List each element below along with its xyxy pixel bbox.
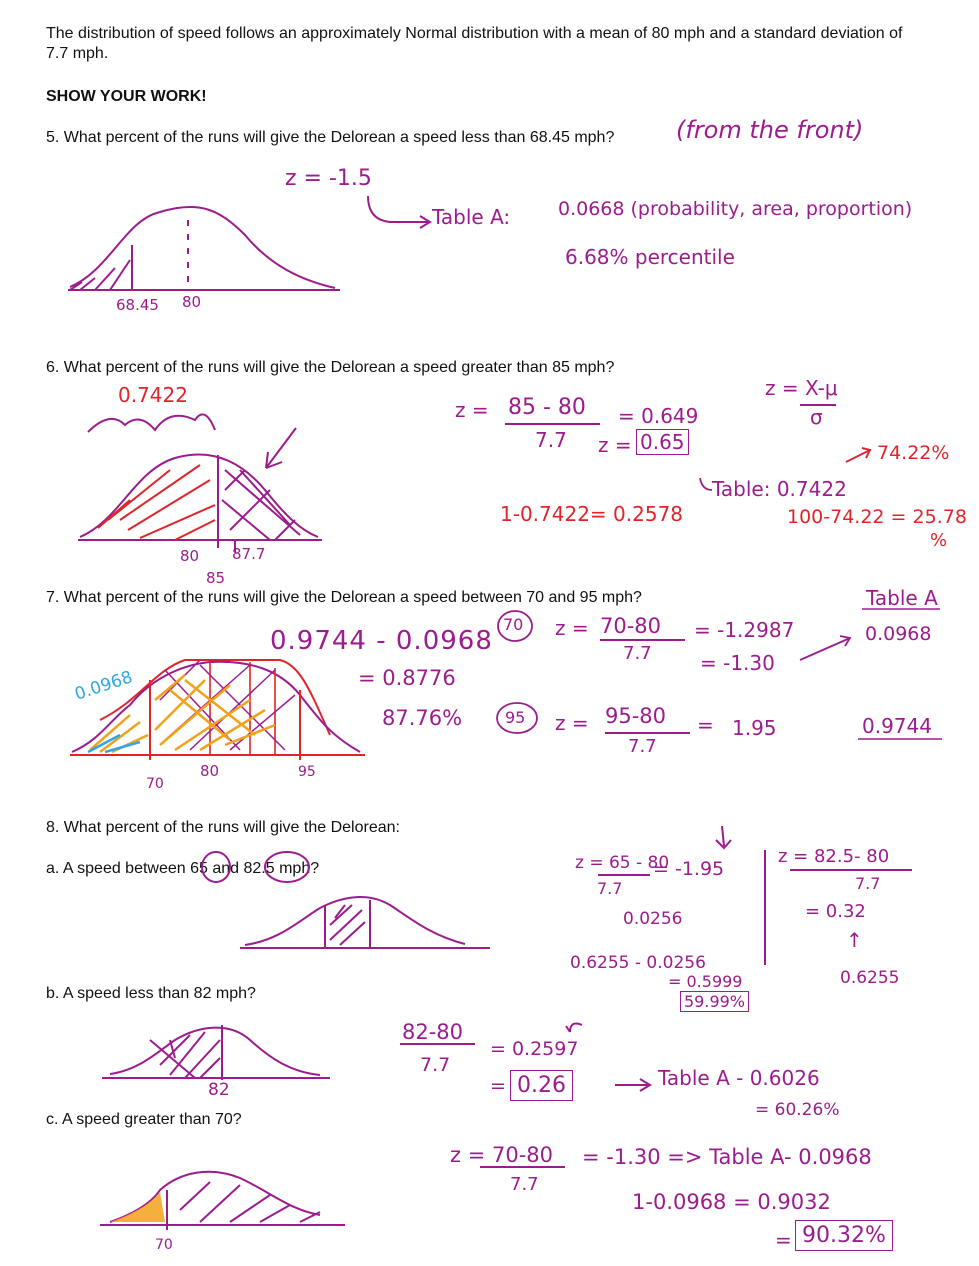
- q5-tick-68: 68.45: [116, 296, 159, 314]
- q7-circle-70: 70: [503, 615, 524, 634]
- q8a-t1: 0.0256: [623, 909, 683, 929]
- q7-subtract: 0.9744 - 0.0968: [270, 626, 493, 656]
- q8a-z1-eq: = -1.95: [653, 858, 725, 880]
- q7-tableA: Table A: [866, 586, 938, 610]
- q6-z-den: 7.7: [535, 428, 567, 452]
- q6-pct: 74.22%: [877, 442, 950, 464]
- q8c-den: 7.7: [510, 1174, 539, 1195]
- intro-text: The distribution of speed follows an approximately Normal distribution with a mean of 80 mph and a standard deviation of 7.7 mph.: [46, 25, 903, 62]
- q6-tick-85: 85: [206, 569, 226, 587]
- q7-z1-round: = -1.30: [700, 651, 775, 675]
- q8a-pct: 59.99%: [680, 991, 749, 1012]
- q7-circle-95: 95: [505, 708, 526, 727]
- q6-table: Table: 0.7422: [712, 477, 847, 501]
- q6-z-rounded-label: z =: [598, 433, 632, 457]
- question-5: 5. What percent of the runs will give the Delorean a speed less than 68.45 mph?: [46, 129, 615, 146]
- q7-t2: 0.9744: [862, 714, 932, 738]
- q8a-z1-num: z = 65 - 80: [575, 853, 670, 873]
- q6-tick-87: 87.7: [232, 545, 266, 563]
- q7-pct: 87.76%: [382, 706, 463, 730]
- q8b-round: 0.26: [510, 1070, 573, 1101]
- q8b-den: 7.7: [420, 1054, 451, 1076]
- q7-z2-label: z =: [555, 711, 589, 735]
- q8a-z2-den: 7.7: [855, 874, 881, 893]
- q6-red-shading: [98, 465, 215, 540]
- question-8c: c. A speed greater than 70?: [46, 1111, 242, 1128]
- q7-blue-note: 0.0968: [72, 667, 136, 705]
- q6-top-value: 0.7422: [118, 383, 188, 407]
- q5-tick-80: 80: [182, 293, 202, 311]
- q7-z1-num: 70-80: [600, 614, 662, 638]
- q8a-z1-den: 7.7: [597, 879, 623, 898]
- q8b-table: Table A - 0.6026: [658, 1066, 820, 1090]
- question-7: 7. What percent of the runs will give the Delorean a speed between 70 and 95 mph?: [46, 589, 642, 606]
- q8a-t2: 0.6255: [840, 968, 900, 988]
- q8b-num: 82-80: [402, 1020, 464, 1044]
- q8c-pct: 90.32%: [795, 1220, 893, 1251]
- q8c-calc: 1-0.0968 = 0.9032: [632, 1190, 831, 1214]
- q8c-normal-curve: [100, 1167, 565, 1230]
- q7-t1: 0.0968: [865, 623, 932, 645]
- q7-z2-num: 95-80: [605, 704, 667, 728]
- instruction: SHOW YOUR WORK!: [46, 88, 207, 105]
- q8c-eq: = -1.30 => Table A- 0.0968: [582, 1145, 872, 1169]
- q8c-eq-sign: =: [775, 1228, 792, 1252]
- q8b-pct: = 60.26%: [755, 1100, 840, 1120]
- q5-note: (from the front): [676, 116, 864, 144]
- q6-pct-calc: 100-74.22 = 25.78: [787, 506, 967, 528]
- q6-pct-sign: %: [930, 530, 948, 551]
- q5-percentile: 6.68% percentile: [565, 245, 735, 269]
- q7-z2-den: 7.7: [628, 736, 657, 757]
- question-8a: a. A speed between 65 and 82.5 mph?: [46, 860, 320, 877]
- q6-tick-80: 80: [180, 547, 200, 565]
- q6-z-label: z =: [455, 398, 489, 422]
- q7-z1-den: 7.7: [623, 643, 652, 664]
- q6-z-result: = 0.649: [618, 404, 699, 428]
- q7-z1-eq: = -1.2987: [694, 618, 795, 642]
- q7-z2-val: 1.95: [732, 716, 777, 740]
- q8a-sub: 0.6255 - 0.0256: [570, 953, 706, 973]
- q6-one-minus: 1-0.7422= 0.2578: [500, 502, 684, 526]
- q7-z2-eq: =: [697, 713, 714, 737]
- q7-tick-80: 80: [200, 762, 220, 780]
- q6-z-rounded: 0.65: [636, 429, 689, 455]
- q5-value: 0.0668 (probability, area, proportion): [558, 198, 913, 220]
- q8b-eq-sign: =: [490, 1075, 506, 1097]
- q8a-z2-num: z = 82.5- 80: [778, 846, 890, 867]
- q7-tick-70: 70: [146, 776, 164, 792]
- q8a-res: = 0.5999: [668, 972, 743, 991]
- q8c-z: z = 70-80: [450, 1143, 553, 1167]
- q5-z: z = -1.5: [285, 166, 372, 191]
- question-6: 6. What percent of the runs will give the Delorean a speed greater than 85 mph?: [46, 359, 615, 376]
- q8a-z2-eq: = 0.32: [805, 901, 866, 922]
- q5-normal-curve: [68, 207, 340, 290]
- q8c-tick: 70: [155, 1237, 173, 1253]
- q7-z1-label: z =: [555, 616, 589, 640]
- question-8: 8. What percent of the runs will give the Delorean:: [46, 819, 400, 836]
- q6-normal-curve: [78, 414, 322, 552]
- q5-table: Table A:: [432, 205, 511, 229]
- q7-tick-95: 95: [298, 764, 316, 780]
- q8a-arrow: ↑: [846, 928, 863, 952]
- q6-formula: z = X-μ: [765, 376, 838, 400]
- question-8b: b. A speed less than 82 mph?: [46, 985, 256, 1002]
- q8b-eq: = 0.2597: [490, 1038, 579, 1060]
- q6-formula-den: σ: [810, 405, 823, 429]
- q8b-tick: 82: [208, 1080, 230, 1100]
- q7-result: = 0.8776: [358, 666, 456, 690]
- q6-z-num: 85 - 80: [508, 395, 586, 420]
